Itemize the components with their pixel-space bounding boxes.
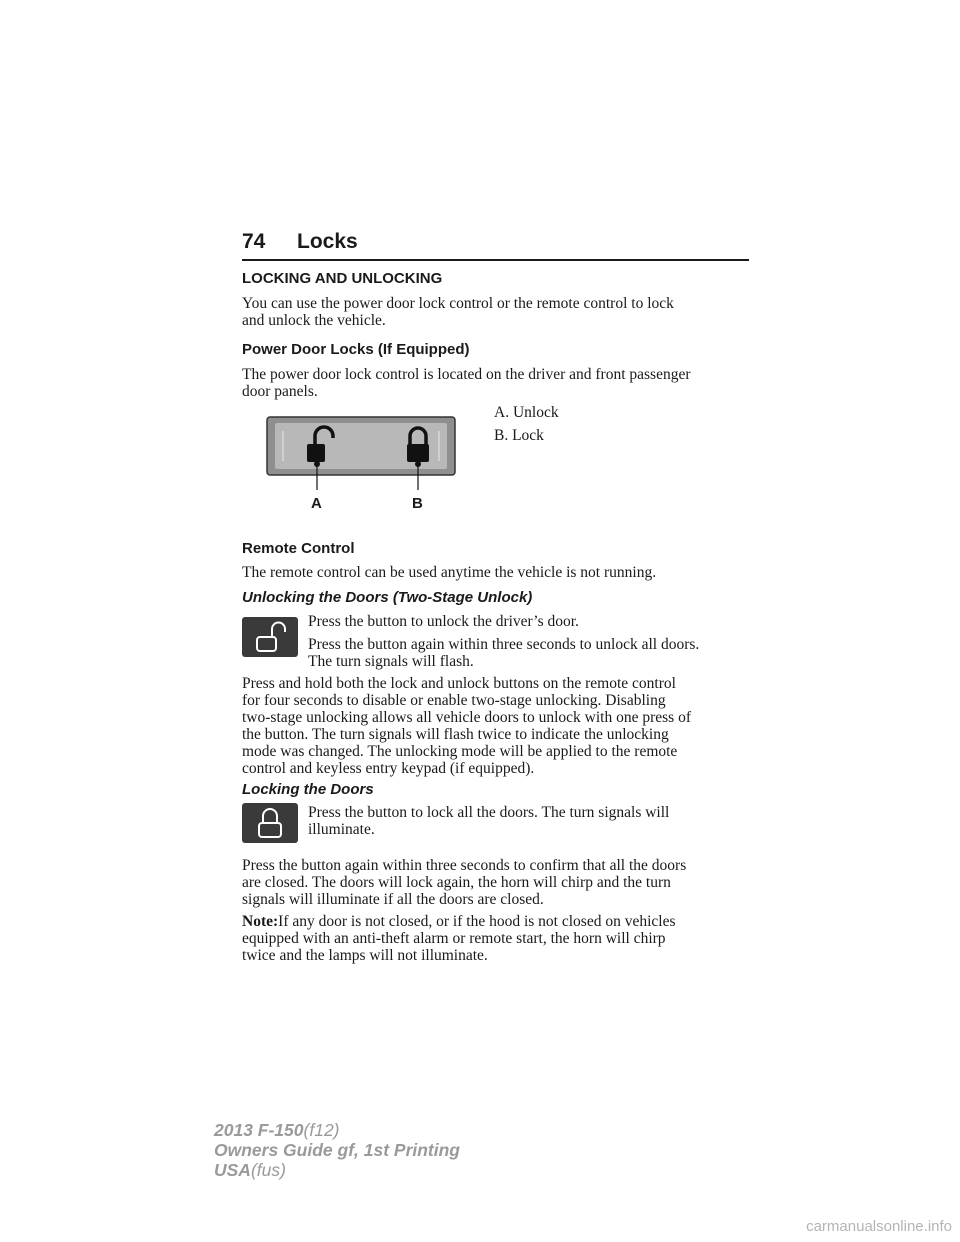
door-lock-panel-illustration — [265, 415, 460, 515]
intro-line-2: and unlock the vehicle. — [242, 312, 386, 329]
unlock-step-2-line-2: The turn signals will flash. — [308, 653, 474, 670]
footer-region-code: (fus) — [250, 1160, 286, 1180]
heading-power-door-locks: Power Door Locks (If Equipped) — [242, 341, 470, 358]
note-line-2: equipped with an anti-theft alarm or remote start, the horn will chirp — [242, 930, 666, 947]
remote-lock-icon-box — [242, 803, 298, 843]
power-locks-line-1: The power door lock control is located on the driver and front passenger — [242, 366, 691, 383]
page-header — [242, 228, 749, 262]
footer-model: 2013 F-150 — [214, 1120, 304, 1140]
heading-locking-unlocking: LOCKING AND UNLOCKING — [242, 270, 443, 287]
note-label: Note: — [242, 913, 279, 930]
power-locks-line-2: door panels. — [242, 383, 318, 400]
unlock-step-2-line-1: Press the button again within three seconds to unlock all doors. — [308, 636, 700, 653]
footer-guide: Owners Guide gf, 1st Printing — [214, 1140, 460, 1160]
unlock-step-1: Press the button to unlock the driver’s door. — [308, 613, 579, 630]
lock-step-line-1: Press the button to lock all the doors. The turn signals will — [308, 804, 670, 821]
footer-model-line — [214, 1120, 340, 1141]
remote-unlock-icon-box — [242, 617, 298, 657]
heading-locking-doors: Locking the Doors — [242, 781, 374, 798]
unlock-para-line-3: two-stage unlocking allows all vehicle doors to unlock with one press of — [242, 709, 691, 726]
footer-model-code: (f12) — [303, 1120, 340, 1140]
note-line-1 — [242, 913, 675, 931]
lock-icon — [242, 803, 298, 843]
watermark: carmanualsonline.info — [806, 1218, 952, 1235]
door-lock-control-figure — [265, 415, 460, 515]
intro-line-1: You can use the power door lock control or the remote control to lock — [242, 295, 674, 312]
lock-para-line-1: Press the button again within three seconds to confirm that all the doors — [242, 857, 687, 874]
figure-label-b: B — [412, 495, 423, 512]
legend-lock: B. Lock — [494, 427, 544, 444]
heading-remote-control: Remote Control — [242, 540, 355, 557]
figure-label-a: A — [311, 495, 322, 512]
unlock-para-line-6: control and keyless entry keypad (if equipped). — [242, 760, 535, 777]
legend-unlock: A. Unlock — [494, 404, 559, 421]
unlock-para-line-4: the button. The turn signals will flash twice to indicate the unlocking — [242, 726, 669, 743]
unlock-para-line-5: mode was changed. The unlocking mode will be applied to the remote — [242, 743, 678, 760]
unlock-para-line-1: Press and hold both the lock and unlock buttons on the remote control — [242, 675, 676, 692]
heading-unlocking-doors: Unlocking the Doors (Two-Stage Unlock) — [242, 589, 533, 606]
lock-step-line-2: illuminate. — [308, 821, 375, 838]
page-number: 74 — [242, 230, 266, 253]
unlock-icon — [242, 617, 298, 657]
note-line-3: twice and the lamps will not illuminate. — [242, 947, 488, 964]
remote-control-text: The remote control can be used anytime the vehicle is not running. — [242, 564, 657, 581]
unlock-para-line-2: for four seconds to disable or enable two-stage unlocking. Disabling — [242, 692, 666, 709]
lock-para-line-2: are closed. The doors will lock again, the horn will chirp and the turn — [242, 874, 671, 891]
footer-region-line — [214, 1160, 286, 1181]
section-title: Locks — [297, 230, 358, 253]
header-rule — [242, 259, 749, 261]
note-text-1: If any door is not closed, or if the hood is not closed on vehicles — [278, 913, 676, 930]
lock-para-line-3: signals will illuminate if all the doors are closed. — [242, 891, 544, 908]
footer-region: USA — [214, 1160, 251, 1180]
